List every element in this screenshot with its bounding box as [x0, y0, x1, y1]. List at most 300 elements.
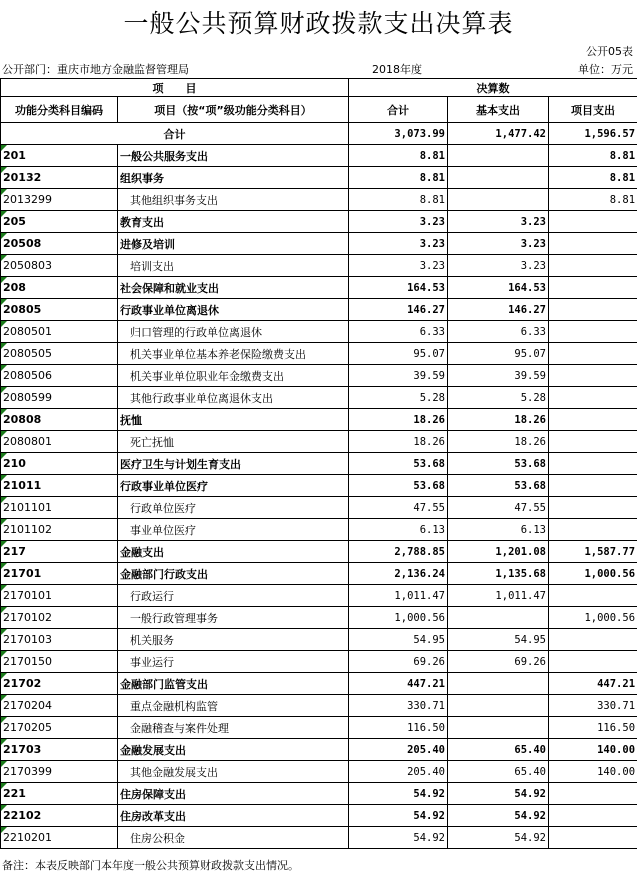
table-row — [1, 695, 637, 717]
table-row — [1, 255, 637, 277]
cell-code — [1, 277, 118, 299]
cell-code-text: 205 — [3, 215, 26, 228]
cell-total — [349, 739, 448, 761]
cell-basic — [448, 409, 549, 431]
cell-total — [349, 343, 448, 365]
cell-basic-text: 69.26 — [514, 655, 546, 668]
table-row — [1, 563, 637, 585]
cell-total — [349, 211, 448, 233]
cell-project — [549, 475, 637, 497]
table-row — [1, 453, 637, 475]
cell-total-text: 53.68 — [413, 479, 445, 492]
cell-basic-text: 5.28 — [520, 391, 546, 404]
cell-code-text: 2170204 — [3, 699, 52, 712]
cell-total-text: 18.26 — [413, 413, 445, 426]
cell-corner-marker-icon — [1, 299, 7, 305]
cell-name-text: 医疗卫生与计划生育支出 — [120, 457, 241, 471]
cell-name-text: 住房保障支出 — [120, 787, 186, 801]
cell-basic — [448, 629, 549, 651]
cell-basic — [448, 695, 549, 717]
cell-name-text: 社会保障和就业支出 — [120, 281, 219, 295]
cell-basic-text: 65.40 — [514, 765, 546, 778]
cell-corner-marker-icon — [1, 607, 7, 613]
cell-total — [349, 409, 448, 431]
cell-basic — [448, 343, 549, 365]
table-row — [1, 343, 637, 365]
cell-code — [1, 167, 118, 189]
cell-basic-text: 53.68 — [514, 457, 546, 470]
cell-code — [1, 805, 118, 827]
cell-corner-marker-icon — [1, 255, 7, 261]
table-row — [1, 167, 637, 189]
table-row — [1, 761, 637, 783]
footnote: 备注：本表反映部门本年度一般公共预算财政拨款支出情况。 — [2, 859, 299, 872]
cell-project — [549, 519, 637, 541]
cell-code-text: 221 — [3, 787, 26, 800]
cell-code-text: 22102 — [3, 809, 42, 822]
cell-name-text: 其他组织事务支出 — [130, 193, 218, 207]
cell-basic — [448, 585, 549, 607]
cell-name-text: 机关事业单位职业年金缴费支出 — [130, 369, 284, 383]
cell-project — [549, 365, 637, 387]
table-row — [1, 475, 637, 497]
cell-total-text: 447.21 — [407, 677, 445, 690]
cell-name — [118, 453, 349, 475]
table-row — [1, 189, 637, 211]
cell-code — [1, 145, 118, 167]
cell-name — [118, 343, 349, 365]
cell-project-text: 8.81 — [609, 171, 636, 184]
cell-code — [1, 585, 118, 607]
cell-corner-marker-icon — [1, 145, 7, 151]
cell-name — [118, 497, 349, 519]
meta-row — [0, 61, 637, 77]
cell-project — [549, 541, 637, 563]
table-row — [1, 607, 637, 629]
table-row — [1, 673, 637, 695]
cell-basic-text: 54.92 — [514, 809, 546, 822]
table-row — [1, 629, 637, 651]
total-project: 1,596.57 — [549, 123, 637, 145]
cell-name-text: 机关服务 — [130, 633, 174, 647]
table-row — [1, 739, 637, 761]
cell-code-text: 21011 — [3, 479, 42, 492]
cell-basic — [448, 519, 549, 541]
cell-project — [549, 299, 637, 321]
cell-code-text: 2170150 — [3, 655, 52, 668]
cell-name — [118, 673, 349, 695]
cell-basic-text: 6.33 — [520, 325, 546, 338]
cell-name-text: 一般公共服务支出 — [120, 149, 208, 163]
cell-project — [549, 563, 637, 585]
table-row — [1, 387, 637, 409]
cell-corner-marker-icon — [1, 739, 7, 745]
cell-corner-marker-icon — [1, 409, 7, 415]
cell-name — [118, 783, 349, 805]
expenditure-table — [0, 78, 637, 849]
cell-code-text: 2080505 — [3, 347, 52, 360]
cell-project-text: 140.00 — [597, 765, 636, 778]
cell-code — [1, 475, 118, 497]
cell-total-text: 18.26 — [413, 435, 445, 448]
cell-name-text: 归口管理的行政单位离退休 — [130, 325, 262, 339]
cell-total — [349, 299, 448, 321]
cell-basic-text: 3.23 — [520, 237, 546, 250]
cell-code-text: 20808 — [3, 413, 42, 426]
cell-name — [118, 607, 349, 629]
cell-code — [1, 541, 118, 563]
cell-total — [349, 233, 448, 255]
cell-total — [349, 783, 448, 805]
cell-corner-marker-icon — [1, 387, 7, 393]
header-project: 项目支出 — [549, 97, 637, 123]
cell-corner-marker-icon — [1, 761, 7, 767]
cell-total — [349, 805, 448, 827]
table-row — [1, 277, 637, 299]
cell-name-text: 一般行政管理事务 — [130, 611, 218, 625]
cell-project-text: 1,000.56 — [584, 611, 636, 624]
cell-total-text: 6.13 — [419, 523, 445, 536]
cell-project — [549, 717, 637, 739]
cell-name — [118, 519, 349, 541]
total-label: 合计 — [1, 123, 349, 145]
cell-name-text: 教育支出 — [120, 215, 164, 229]
cell-code — [1, 233, 118, 255]
cell-name — [118, 409, 349, 431]
cell-corner-marker-icon — [1, 695, 7, 701]
table-row — [1, 299, 637, 321]
cell-corner-marker-icon — [1, 651, 7, 657]
cell-code-text: 2080501 — [3, 325, 52, 338]
cell-name — [118, 145, 349, 167]
cell-code-text: 2101102 — [3, 523, 52, 536]
cell-basic-text: 3.23 — [520, 215, 546, 228]
unit-label: 单位：万元 — [578, 63, 633, 76]
page-title: 一般公共预算财政拨款支出决算表 — [123, 9, 514, 38]
cell-total — [349, 695, 448, 717]
cell-basic-text: 54.92 — [514, 787, 546, 800]
cell-project — [549, 805, 637, 827]
cell-corner-marker-icon — [1, 673, 7, 679]
cell-code-text: 2210201 — [3, 831, 52, 844]
cell-total — [349, 585, 448, 607]
header-name: 项目（按“项”级功能分类科目） — [118, 97, 349, 123]
cell-name — [118, 321, 349, 343]
cell-total-text: 3.23 — [419, 215, 445, 228]
cell-basic — [448, 365, 549, 387]
cell-project — [549, 695, 637, 717]
cell-project — [549, 387, 637, 409]
cell-code-text: 20805 — [3, 303, 42, 316]
cell-code — [1, 189, 118, 211]
cell-code — [1, 827, 118, 849]
cell-total — [349, 277, 448, 299]
cell-name — [118, 299, 349, 321]
cell-project-text: 140.00 — [597, 743, 636, 756]
cell-project-text: 8.81 — [609, 193, 636, 206]
cell-code — [1, 211, 118, 233]
cell-name — [118, 189, 349, 211]
cell-code-text: 21703 — [3, 743, 42, 756]
cell-code — [1, 761, 118, 783]
cell-basic — [448, 145, 549, 167]
cell-code — [1, 563, 118, 585]
cell-basic-text: 1,135.68 — [495, 567, 546, 580]
cell-project-text: 330.71 — [597, 699, 636, 712]
cell-basic — [448, 233, 549, 255]
cell-basic-text: 3.23 — [520, 259, 546, 272]
cell-name-text: 组织事务 — [120, 171, 164, 185]
cell-name-text: 其他行政事业单位离退休支出 — [130, 391, 273, 405]
cell-name-text: 事业运行 — [130, 655, 174, 669]
cell-code — [1, 409, 118, 431]
cell-name — [118, 233, 349, 255]
cell-code — [1, 519, 118, 541]
cell-basic — [448, 541, 549, 563]
cell-code — [1, 453, 118, 475]
cell-corner-marker-icon — [1, 167, 7, 173]
cell-basic-text: 18.26 — [514, 435, 546, 448]
cell-total-text: 69.26 — [413, 655, 445, 668]
cell-project — [549, 761, 637, 783]
cell-name — [118, 387, 349, 409]
cell-code-text: 210 — [3, 457, 26, 470]
table-row — [1, 145, 637, 167]
cell-total-text: 39.59 — [413, 369, 445, 382]
cell-total-text: 54.92 — [413, 809, 445, 822]
cell-code-text: 2080599 — [3, 391, 52, 404]
cell-name — [118, 805, 349, 827]
cell-code — [1, 431, 118, 453]
cell-project-text: 1,587.77 — [584, 545, 636, 558]
cell-project — [549, 189, 637, 211]
cell-basic — [448, 387, 549, 409]
cell-total-text: 95.07 — [413, 347, 445, 360]
cell-basic — [448, 805, 549, 827]
cell-basic — [448, 651, 549, 673]
table-row — [1, 541, 637, 563]
cell-project-text: 447.21 — [597, 677, 636, 690]
table-row — [1, 365, 637, 387]
cell-total-text: 116.50 — [407, 721, 445, 734]
cell-name-text: 机关事业单位基本养老保险缴费支出 — [130, 347, 306, 361]
cell-project — [549, 277, 637, 299]
cell-code-text: 2050803 — [3, 259, 52, 272]
cell-total-text: 6.33 — [419, 325, 445, 338]
cell-total-text: 54.92 — [413, 787, 445, 800]
cell-basic — [448, 255, 549, 277]
cell-corner-marker-icon — [1, 211, 7, 217]
header-code: 功能分类科目编码 — [1, 97, 118, 123]
cell-code — [1, 365, 118, 387]
cell-total — [349, 167, 448, 189]
cell-project-text: 8.81 — [609, 149, 636, 162]
header-item-group: 项 目 — [1, 79, 349, 97]
cell-total — [349, 145, 448, 167]
cell-project — [549, 497, 637, 519]
cell-corner-marker-icon — [1, 585, 7, 591]
cell-name-text: 金融部门行政支出 — [120, 567, 208, 581]
cell-name — [118, 695, 349, 717]
cell-corner-marker-icon — [1, 497, 7, 503]
cell-code — [1, 717, 118, 739]
cell-basic — [448, 277, 549, 299]
cell-corner-marker-icon — [1, 189, 7, 195]
cell-code-text: 20132 — [3, 171, 42, 184]
cell-corner-marker-icon — [1, 343, 7, 349]
cell-total-text: 164.53 — [407, 281, 445, 294]
cell-basic — [448, 761, 549, 783]
total-row — [1, 123, 637, 145]
cell-total — [349, 321, 448, 343]
cell-total — [349, 519, 448, 541]
cell-corner-marker-icon — [1, 431, 7, 437]
cell-corner-marker-icon — [1, 365, 7, 371]
cell-project — [549, 739, 637, 761]
cell-total-text: 3.23 — [419, 259, 445, 272]
cell-project — [549, 629, 637, 651]
cell-basic-text: 6.13 — [520, 523, 546, 536]
cell-basic-text: 54.95 — [514, 633, 546, 646]
cell-corner-marker-icon — [1, 321, 7, 327]
cell-total-text: 3.23 — [419, 237, 445, 250]
cell-code-text: 2101101 — [3, 501, 52, 514]
cell-name — [118, 277, 349, 299]
header-total: 合计 — [349, 97, 448, 123]
cell-total — [349, 475, 448, 497]
cell-name — [118, 827, 349, 849]
cell-code — [1, 673, 118, 695]
cell-code — [1, 651, 118, 673]
cell-project — [549, 431, 637, 453]
table-row — [1, 805, 637, 827]
cell-total-text: 2,788.85 — [394, 545, 445, 558]
cell-total-text: 1,011.47 — [394, 589, 445, 602]
cell-corner-marker-icon — [1, 827, 7, 833]
cell-code — [1, 343, 118, 365]
cell-project-text: 1,000.56 — [584, 567, 636, 580]
cell-code-text: 2013299 — [3, 193, 52, 206]
cell-basic-text: 54.92 — [514, 831, 546, 844]
cell-total — [349, 255, 448, 277]
cell-code-text: 2170399 — [3, 765, 52, 778]
cell-code — [1, 387, 118, 409]
cell-project — [549, 343, 637, 365]
cell-total — [349, 563, 448, 585]
cell-name — [118, 651, 349, 673]
cell-code-text: 2080506 — [3, 369, 52, 382]
cell-name-text: 其他金融发展支出 — [130, 765, 218, 779]
cell-basic — [448, 497, 549, 519]
cell-total-text: 54.92 — [413, 831, 445, 844]
cell-basic — [448, 453, 549, 475]
cell-name-text: 行政事业单位离退休 — [120, 303, 219, 317]
table-row — [1, 409, 637, 431]
cell-basic — [448, 211, 549, 233]
cell-project — [549, 145, 637, 167]
cell-corner-marker-icon — [1, 717, 7, 723]
cell-code-text: 201 — [3, 149, 26, 162]
cell-code — [1, 607, 118, 629]
cell-total-text: 205.40 — [407, 743, 445, 756]
cell-corner-marker-icon — [1, 277, 7, 283]
cell-code-text: 2080801 — [3, 435, 52, 448]
cell-basic-text: 39.59 — [514, 369, 546, 382]
cell-total-text: 205.40 — [407, 765, 445, 778]
cell-corner-marker-icon — [1, 453, 7, 459]
cell-name — [118, 167, 349, 189]
cell-code — [1, 299, 118, 321]
cell-total-text: 330.71 — [407, 699, 445, 712]
table-row — [1, 783, 637, 805]
cell-project — [549, 651, 637, 673]
cell-code — [1, 695, 118, 717]
cell-name-text: 住房改革支出 — [120, 809, 186, 823]
cell-code — [1, 321, 118, 343]
cell-total — [349, 453, 448, 475]
table-row — [1, 651, 637, 673]
cell-total — [349, 717, 448, 739]
cell-total — [349, 607, 448, 629]
cell-total-text: 146.27 — [407, 303, 445, 316]
cell-basic — [448, 167, 549, 189]
cell-basic-text: 1,201.08 — [495, 545, 546, 558]
cell-project — [549, 607, 637, 629]
cell-code-text: 21701 — [3, 567, 42, 580]
cell-basic — [448, 673, 549, 695]
cell-project — [549, 827, 637, 849]
cell-project — [549, 453, 637, 475]
cell-project — [549, 255, 637, 277]
cell-basic — [448, 827, 549, 849]
cell-total-text: 8.81 — [419, 171, 445, 184]
cell-name — [118, 563, 349, 585]
cell-corner-marker-icon — [1, 233, 7, 239]
cell-code-text: 2170101 — [3, 589, 52, 602]
cell-basic — [448, 431, 549, 453]
cell-code — [1, 629, 118, 651]
cell-total-text: 47.55 — [413, 501, 445, 514]
cell-basic-text: 47.55 — [514, 501, 546, 514]
cell-code-text: 217 — [3, 545, 26, 558]
department-label: 公开部门：重庆市地方金融监督管理局 — [2, 63, 189, 76]
cell-project-text: 116.50 — [597, 721, 636, 734]
cell-name-text: 重点金融机构监管 — [130, 699, 218, 713]
cell-corner-marker-icon — [1, 563, 7, 569]
cell-project — [549, 585, 637, 607]
cell-total-text: 54.95 — [413, 633, 445, 646]
cell-name-text: 金融部门监管支出 — [120, 677, 208, 691]
cell-name — [118, 739, 349, 761]
table-row — [1, 211, 637, 233]
cell-name — [118, 255, 349, 277]
header-amount-group: 决算数 — [349, 79, 637, 97]
year-label: 2018年度 — [372, 63, 422, 76]
cell-basic-text: 1,011.47 — [495, 589, 546, 602]
table-row — [1, 431, 637, 453]
table-row — [1, 519, 637, 541]
cell-name — [118, 431, 349, 453]
cell-total — [349, 431, 448, 453]
cell-total — [349, 541, 448, 563]
cell-code-text: 21702 — [3, 677, 42, 690]
cell-code — [1, 739, 118, 761]
cell-project — [549, 167, 637, 189]
cell-name — [118, 717, 349, 739]
cell-total — [349, 827, 448, 849]
cell-corner-marker-icon — [1, 805, 7, 811]
cell-code-text: 2170103 — [3, 633, 52, 646]
